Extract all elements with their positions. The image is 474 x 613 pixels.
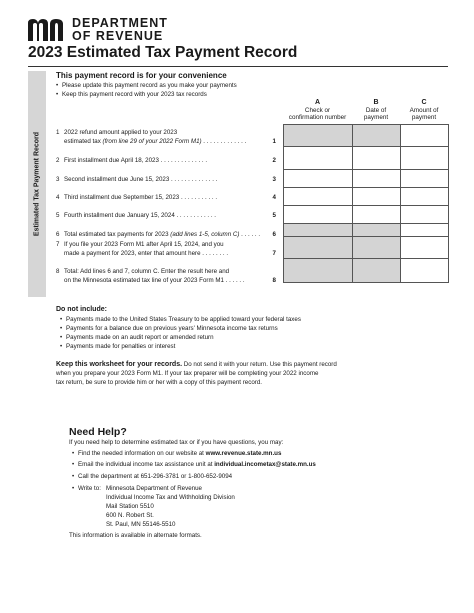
title-divider [28, 66, 448, 67]
column-header-c: C Amount of payment [409, 99, 439, 121]
help-call-item: • Call the department at 651-296-3781 or 1-800-652-9094 [78, 472, 232, 481]
payment-grid [283, 124, 449, 283]
convenience-bullet: • Please update this payment record as you make your payments [62, 81, 237, 90]
cell-6b [353, 224, 401, 237]
cell-4c[interactable] [401, 188, 449, 206]
email-link[interactable]: individual.incometax@state.mn.us [214, 461, 316, 468]
page-title: 2023 Estimated Tax Payment Record [28, 44, 298, 61]
column-header-b: B Date of payment [363, 99, 389, 121]
cell-5b[interactable] [353, 206, 401, 224]
convenience-bullet: • Keep this payment record with your 2023 tax records [62, 90, 207, 99]
alternate-formats-note: This information is available in alternate formats. [69, 532, 202, 539]
line-item-7: 7 If you file your 2023 Form M1 after April 15, 2024, and you made a payment for 2023, enter that amount here . . . . . . . . 7 [56, 241, 276, 257]
website-link[interactable]: www.revenue.state.mn.us [205, 450, 282, 457]
help-intro: If you need help to determine estimated tax or if you have questions, you may: [69, 439, 284, 446]
exclusion-bullet: • Payments made for penalties or interest [66, 342, 175, 351]
mn-logo-icon [28, 19, 66, 41]
exclusion-bullet: • Payments made on an audit report or amended return [66, 333, 214, 342]
keep-worksheet-note: Keep this worksheet for your records. Do not send it with your return. Use this payment record when you prepare your 2023 Form M1. If your tax preparer will be completing your 2022 income tax return, be sure to provide him or her with a copy of this payment record. [56, 361, 337, 386]
cell-7b [353, 237, 401, 259]
cell-3a[interactable] [284, 170, 353, 188]
cell-8c[interactable] [401, 259, 449, 283]
cell-6c[interactable] [401, 224, 449, 237]
column-header-a: A Check or confirmation number [288, 99, 347, 121]
cell-6a [284, 224, 353, 237]
do-not-include-heading: Do not include: [56, 306, 107, 313]
line-item-8: 8 Total: Add lines 6 and 7, column C. Enter the result here and on the Minnesota estimated tax line of your 2023 Form M1 . . . . . . 8 [56, 268, 276, 284]
cell-4a[interactable] [284, 188, 353, 206]
cell-7c[interactable] [401, 237, 449, 259]
sidebar-label: Estimated Tax Payment Record [33, 131, 41, 237]
help-email-item: • Email the individual income tax assistance unit at individual.incometax@state.mn.us [78, 460, 316, 469]
department-name: DEPARTMENT OF REVENUE [72, 16, 168, 43]
exclusion-bullet: • Payments for a balance due on previous years' Minnesota income tax returns [66, 324, 278, 333]
help-website-item: • Find the needed information on our website at www.revenue.state.mn.us [78, 449, 281, 458]
cell-3c[interactable] [401, 170, 449, 188]
convenience-heading: This payment record is for your convenience [56, 71, 227, 80]
cell-2a[interactable] [284, 147, 353, 170]
exclusion-bullet: • Payments made to the United States Treasury to be applied toward your federal taxes [66, 315, 301, 324]
cell-5c[interactable] [401, 206, 449, 224]
help-write-item: • Write to: [78, 484, 101, 493]
help-heading: Need Help? [69, 426, 127, 438]
cell-1c[interactable] [401, 125, 449, 147]
cell-3b[interactable] [353, 170, 401, 188]
cell-7a [284, 237, 353, 259]
cell-8b [353, 259, 401, 283]
line-item-1: 1 2022 refund amount applied to your 2023 estimated tax (from line 29 of your 2022 Form M1) . . . . . . . . . . . . . 1 [56, 129, 276, 145]
cell-2b[interactable] [353, 147, 401, 170]
mailing-address: Minnesota Department of Revenue Individual Income Tax and Withholding Division Mail Station 5510 600 N. Robert St. St. Paul, MN 55146-5510 [106, 485, 235, 528]
cell-4b[interactable] [353, 188, 401, 206]
cell-8a [284, 259, 353, 283]
cell-5a[interactable] [284, 206, 353, 224]
cell-1a [284, 125, 353, 147]
cell-1b [353, 125, 401, 147]
cell-2c[interactable] [401, 147, 449, 170]
